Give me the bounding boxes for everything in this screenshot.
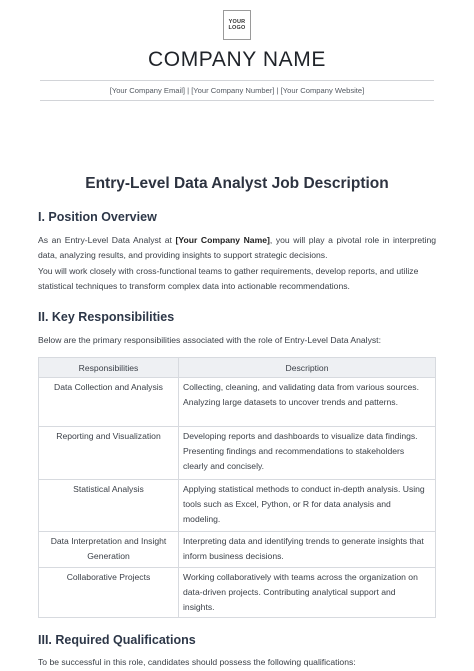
company-name-placeholder: [Your Company Name] bbox=[175, 235, 270, 245]
logo-text-line2: LOGO bbox=[228, 25, 246, 31]
description-cell: Applying statistical methods to conduct in-depth analysis. Using tools such as Excel, Python, or R for data analysis and modeling. bbox=[179, 480, 436, 532]
overview-text-start: As an Entry-Level Data Analyst at bbox=[38, 235, 176, 245]
header-divider-bottom bbox=[40, 100, 434, 101]
table-row bbox=[39, 480, 436, 532]
responsibility-cell: Data Interpretation and Insight Generation bbox=[39, 532, 179, 568]
description-cell: Interpreting data and identifying trends to generate insights that inform business decisions. bbox=[179, 532, 436, 568]
description-cell: Collecting, cleaning, and validating data from various sources. Analyzing large datasets to uncover trends and patterns. bbox=[179, 378, 436, 427]
responsibility-cell: Reporting and Visualization bbox=[39, 427, 179, 480]
position-overview-paragraph bbox=[38, 233, 436, 263]
responsibilities-intro: Below are the primary responsibilities associated with the role of Entry-Level Data Analyst: bbox=[38, 335, 381, 345]
responsibility-cell: Collaborative Projects bbox=[39, 568, 179, 618]
logo-text-line1: YOUR bbox=[228, 18, 246, 25]
responsibilities-table bbox=[38, 357, 436, 618]
document-title: Entry-Level Data Analyst Job Description bbox=[85, 175, 389, 192]
responsibility-cell: Statistical Analysis bbox=[39, 480, 179, 532]
table-row bbox=[39, 378, 436, 427]
section-heading-required-qualifications: III. Required Qualifications bbox=[38, 633, 196, 647]
header-divider-top bbox=[40, 80, 434, 81]
qualifications-intro: To be successful in this role, candidates should possess the following qualifications: bbox=[38, 657, 356, 667]
position-overview-paragraph-2: You will work closely with cross-functional teams to gather requirements, develop reports, and utilize statistical techniques to transform complex data into actionable recommendations. bbox=[38, 266, 419, 291]
column-header-responsibilities: Responsibilities bbox=[39, 358, 179, 378]
description-cell: Developing reports and dashboards to visualize data findings. Presenting findings and recommendations to stakeholders clearly and concisely. bbox=[179, 427, 436, 480]
table-row bbox=[39, 532, 436, 568]
table-row bbox=[39, 568, 436, 618]
company-logo-placeholder bbox=[223, 10, 251, 40]
column-header-description: Description bbox=[179, 358, 436, 378]
section-heading-position-overview: I. Position Overview bbox=[38, 210, 157, 224]
company-name: COMPANY NAME bbox=[148, 48, 326, 71]
overview-text-end: , you will play a pivotal role in interpreting data, analyzing results, and providing insights to support strategic decisions. bbox=[38, 235, 437, 260]
company-contact-line: [Your Company Email] | [Your Company Number] | [Your Company Website] bbox=[109, 86, 365, 95]
table-row bbox=[39, 427, 436, 480]
section-heading-key-responsibilities: II. Key Responsibilities bbox=[38, 310, 175, 324]
description-cell: Working collaboratively with teams across the organization on data-driven projects. Contributing analytical support and insights. bbox=[179, 568, 436, 618]
table-header-row bbox=[39, 358, 436, 378]
responsibility-cell: Data Collection and Analysis bbox=[39, 378, 179, 427]
